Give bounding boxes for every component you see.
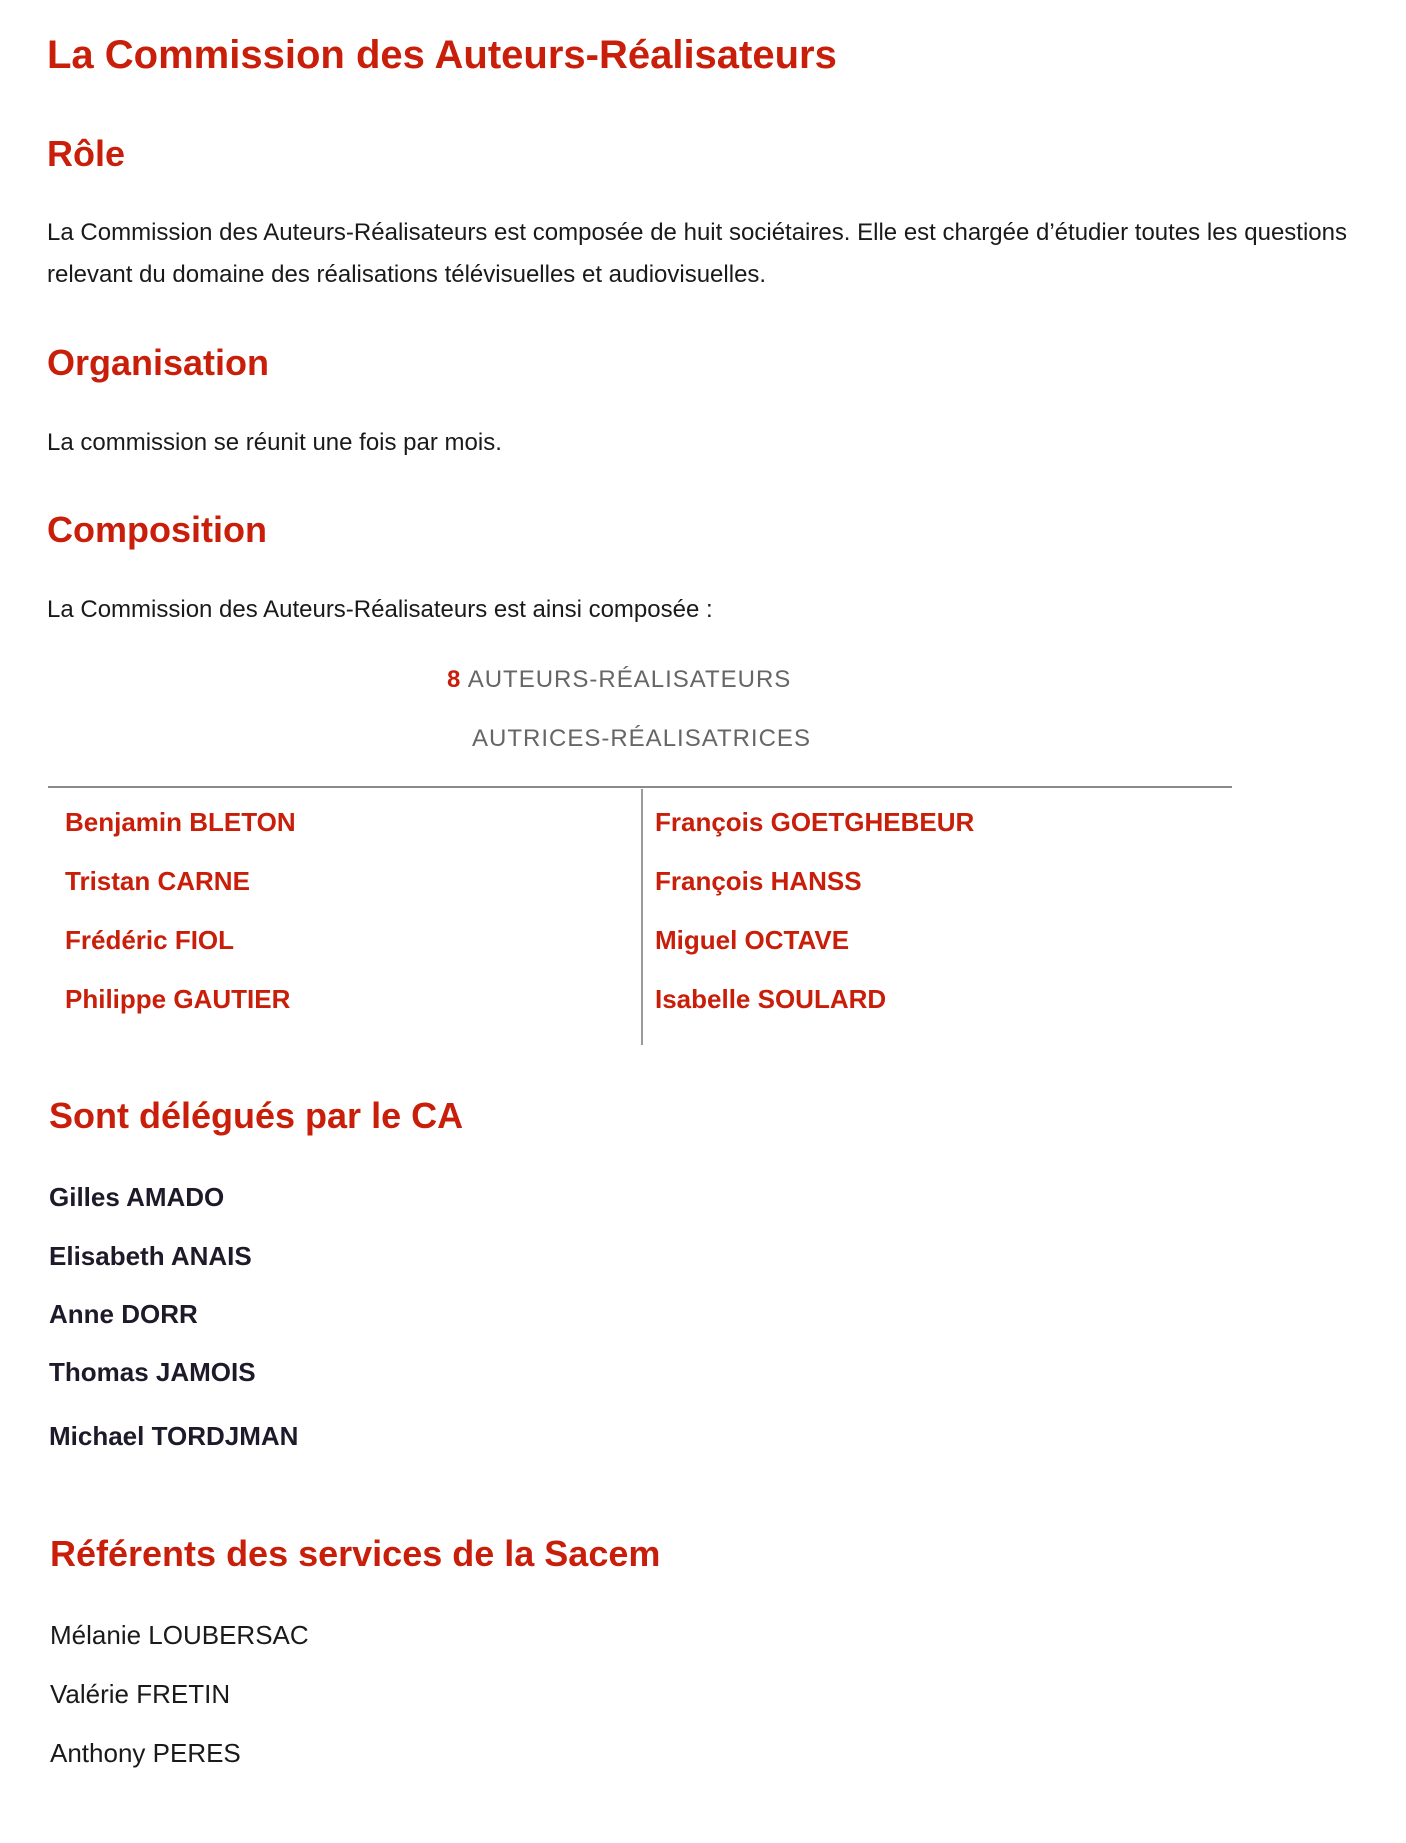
delegate-1: Gilles AMADO: [49, 1182, 225, 1212]
member-right-2: François HANSS: [655, 866, 862, 896]
table-top-divider: [48, 786, 1232, 788]
member-left-2: Tristan CARNE: [65, 866, 250, 896]
category-line-1: [447, 666, 791, 694]
referent-1: Mélanie LOUBERSAC: [50, 1620, 309, 1650]
category-line-2: AUTRICES-RÉALISATRICES: [472, 725, 811, 752]
member-left-4: Philippe GAUTIER: [65, 984, 291, 1014]
referents-heading: Référents des services de la Sacem: [50, 1533, 661, 1574]
delegate-3: Anne DORR: [49, 1299, 198, 1329]
member-left-3: Frédéric FIOL: [65, 925, 235, 955]
composition-intro: La Commission des Auteurs-Réalisateurs est ainsi composée :: [47, 596, 713, 623]
member-right-1: François GOETGHEBEUR: [655, 807, 975, 837]
delegate-2: Elisabeth ANAIS: [49, 1241, 252, 1271]
delegate-4: Thomas JAMOIS: [49, 1357, 256, 1387]
organisation-text: La commission se réunit une fois par mois.: [47, 429, 502, 456]
member-count: 8: [447, 666, 462, 693]
member-right-3: Miguel OCTAVE: [655, 925, 850, 955]
referent-2: Valérie FRETIN: [50, 1679, 231, 1709]
composition-heading: Composition: [47, 509, 267, 550]
referent-3: Anthony PERES: [50, 1738, 241, 1768]
category-label-1: AUTEURS-RÉALISATEURS: [467, 666, 792, 693]
delegates-heading: Sont délégués par le CA: [49, 1095, 464, 1136]
role-text: La Commission des Auteurs-Réalisateurs est composée de huit sociétaires. Elle est chargée d’étudier toutes les questions relevant du domaine des réalisations télévisuelles et audiovisuelles.: [47, 219, 1347, 288]
member-right-4: Isabelle SOULARD: [655, 984, 887, 1014]
page-title: La Commission des Auteurs-Réalisateurs: [47, 33, 837, 77]
role-heading: Rôle: [47, 133, 126, 174]
organisation-heading: Organisation: [47, 342, 270, 383]
member-left-1: Benjamin BLETON: [65, 807, 296, 837]
delegate-5: Michael TORDJMAN: [49, 1421, 299, 1451]
table-column-divider: [641, 789, 643, 1045]
